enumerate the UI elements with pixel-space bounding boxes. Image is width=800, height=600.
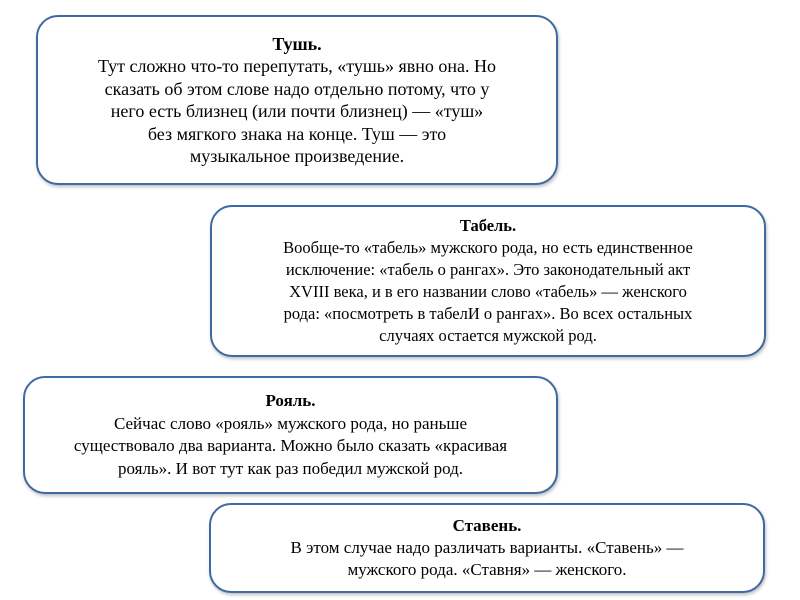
card-title: Тушь. (272, 33, 322, 54)
card-text-line: музыкальное произведение. (189, 146, 405, 166)
card-staven (209, 503, 765, 593)
card-text-line: мужского рода. «Ставня» — женского. (347, 560, 627, 579)
card-text-line: рода: «посмотреть в табелИ о рангах». Во всех остальных (283, 304, 693, 323)
card-text-line: XVIII века, и в его названии слово «табель» — женского (289, 282, 687, 301)
card-text-line: него есть близнец (или почти близнец) — «туш» (110, 101, 484, 121)
card-text-line: сказать об этом слове надо отдельно потому, что у (104, 78, 490, 99)
card-text-line: исключение: «табель о рангах». Это законодательный акт (285, 260, 691, 279)
card-royal (23, 376, 558, 494)
card-text-line: без мягкого знака на конце. Туш — это (147, 123, 447, 144)
card-title: Ставень. (452, 516, 522, 535)
card-tush (36, 15, 558, 185)
card-text-line: В этом случае надо различать варианты. «Ставень» — (290, 538, 684, 557)
card-title: Табель. (459, 216, 517, 235)
card-text-line: случаях остается мужской род. (379, 326, 597, 345)
card-text-line: Сейчас слово «рояль» мужского рода, но раньше (113, 413, 468, 433)
card-text-line: Вообще-то «табель» мужского рода, но есть единственное (283, 238, 693, 257)
card-title: Рояль. (265, 391, 316, 410)
card-text-line: Тут сложно что-то перепутать, «тушь» явно она. Но (97, 56, 497, 76)
card-text-line: рояль». И вот тут как раз победил мужской род. (117, 458, 464, 478)
card-tabel (210, 205, 766, 357)
card-text-line: существовало два варианта. Можно было сказать «красивая (73, 436, 508, 455)
